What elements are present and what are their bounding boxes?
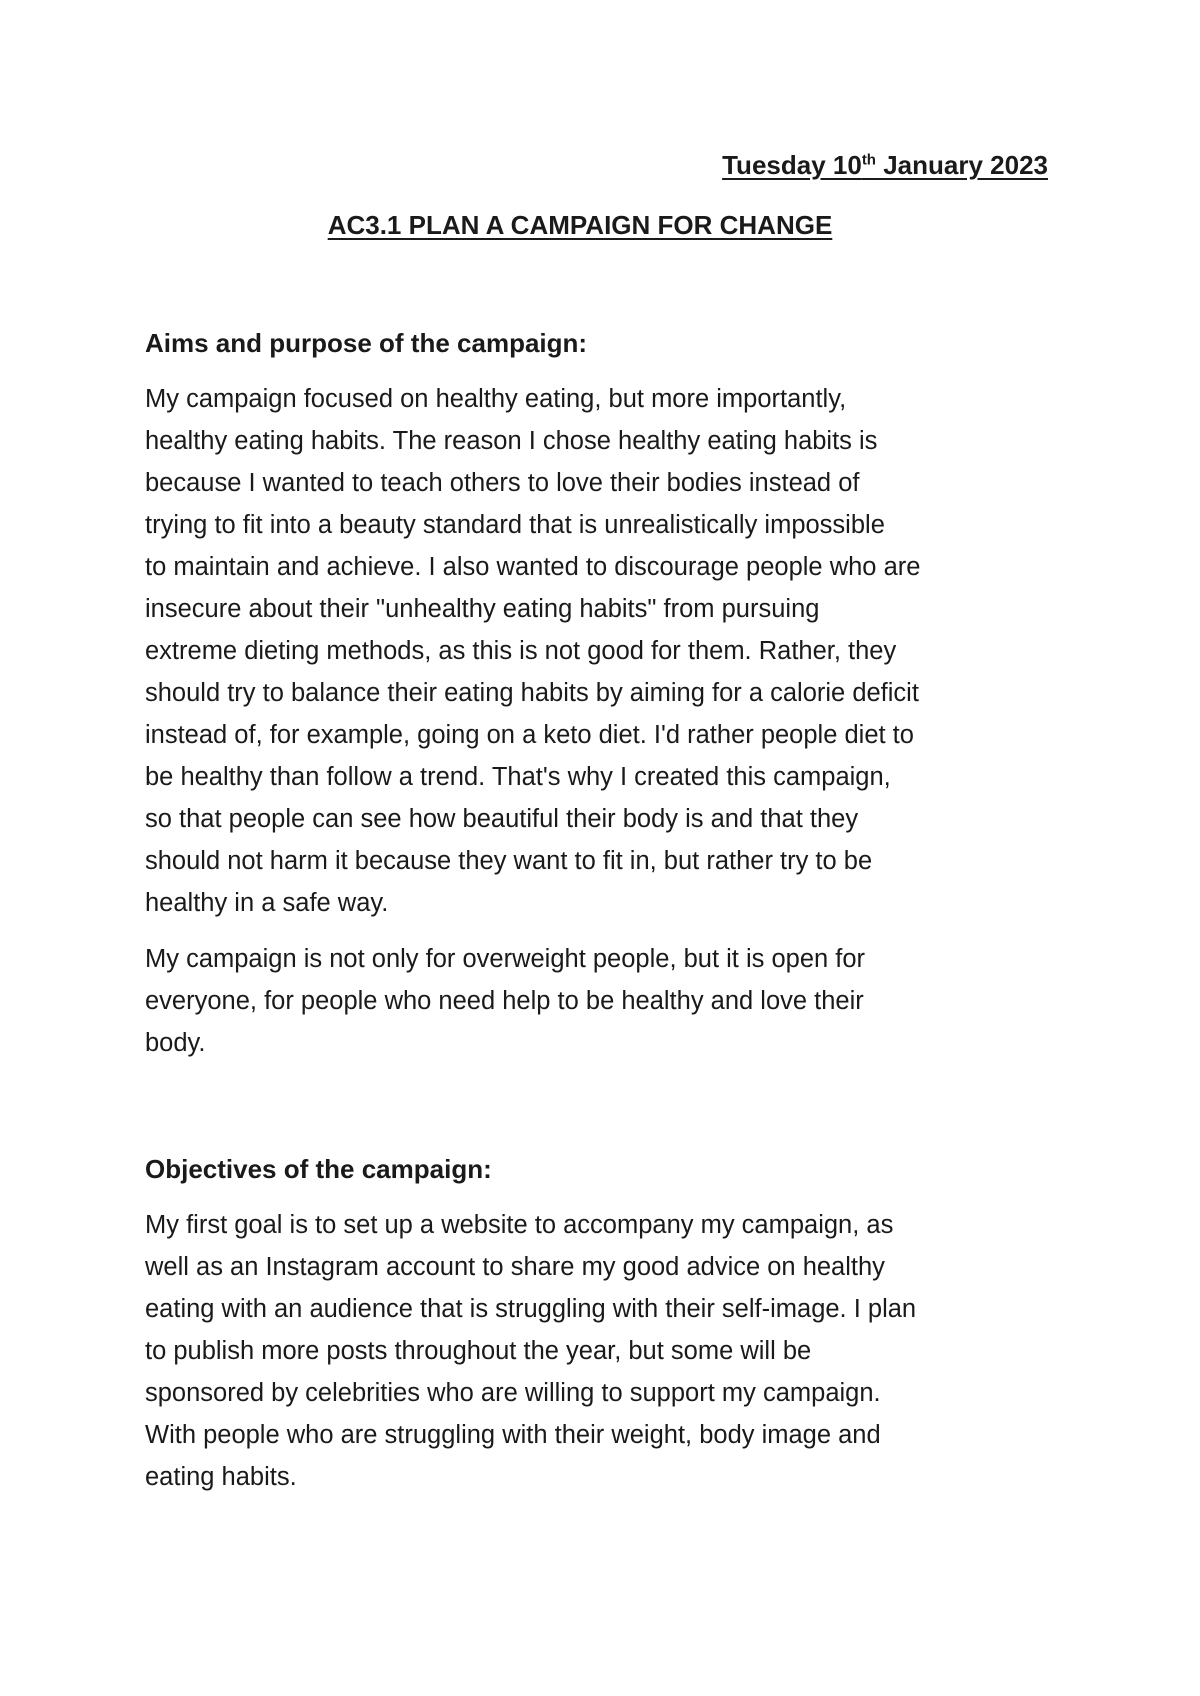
section-objectives xyxy=(145,1148,1065,1498)
date-rest: January 2023 xyxy=(875,150,1048,180)
section-heading-objectives: Objectives of the campaign: xyxy=(145,1154,492,1184)
date-ordinal-suffix: th xyxy=(861,151,876,169)
document-date xyxy=(722,150,1048,181)
objectives-paragraph-1: My first goal is to set up a website to accompany my campaign, as well as an Instagram account to share my good advice on healthy eating with an audience that is struggling with their self-image. I plan to publish more posts throughout the year, but some will be sponsored by celebrities who are willing to support my campaign. With people who are struggling with their weight, body image and eating habits. xyxy=(145,1211,917,1491)
date-prefix: Tuesday 10 xyxy=(722,150,862,180)
document-title: AC3.1 PLAN A CAMPAIGN FOR CHANGE xyxy=(327,210,833,240)
aims-paragraph-2: My campaign is not only for overweight people, but it is open for everyone, for people who need help to be healthy and love their body. xyxy=(145,945,866,1057)
section-heading-aims: Aims and purpose of the campaign: xyxy=(145,328,588,358)
aims-paragraph-1: My campaign focused on healthy eating, but more importantly, healthy eating habits. The reason I chose healthy eating habits is because I wanted to teach others to love their bodies instead of trying to fit into a beauty standard that is unrealistically impossible to maintain and achieve. I also wanted to discourage people who are insecure about their "unhealthy eating habits" from pursuing extreme dieting methods, as this is not good for them. Rather, they should try to balance their eating habits by aiming for a calorie deficit instead of, for example, going on a keto diet. I'd rather people diet to be healthy than follow a trend. That's why I created this campaign, so that people can see how beautiful their body is and that they should not harm it because they want to fit in, but rather try to be healthy in a safe way. xyxy=(145,385,921,917)
section-aims xyxy=(145,322,1065,1064)
